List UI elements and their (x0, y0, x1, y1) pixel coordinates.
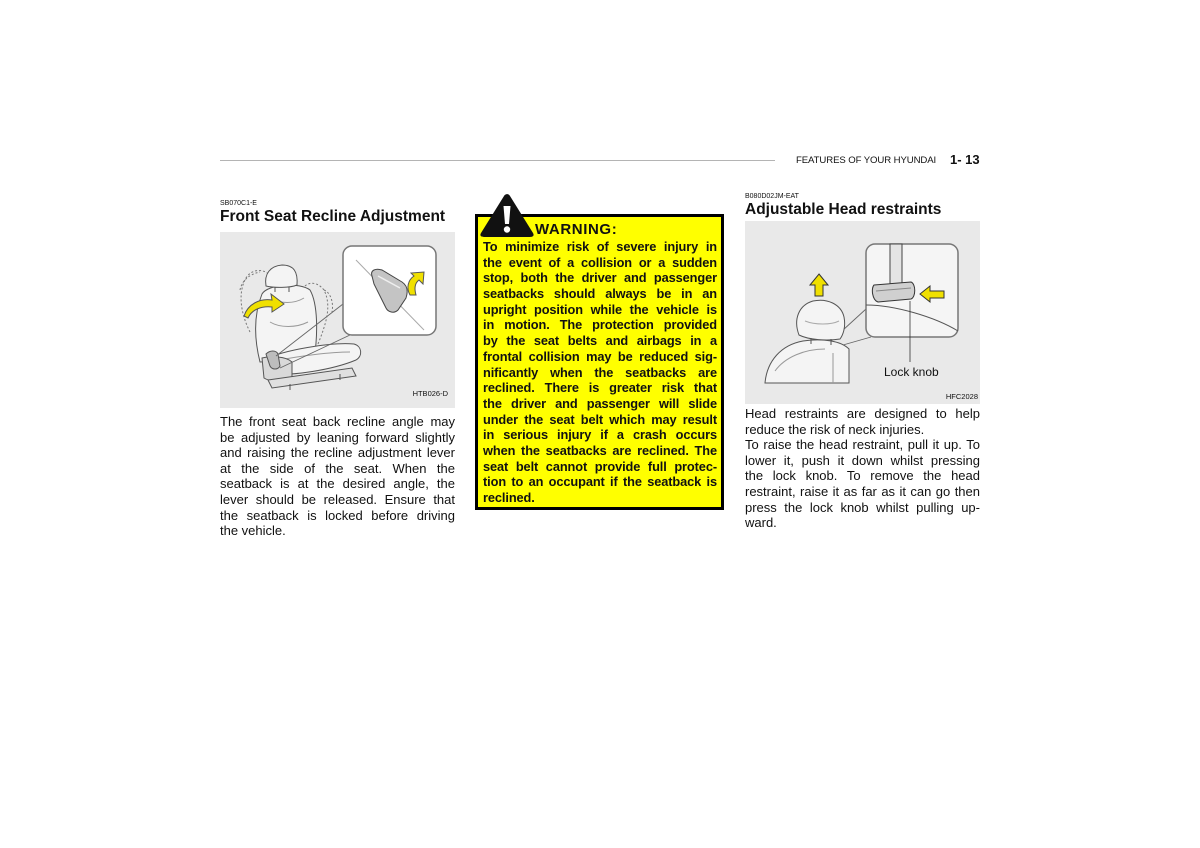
figure-caption-code: HTB026-D (412, 389, 448, 398)
header-rule (220, 160, 775, 161)
paragraph-line: press the lock knob whilst pulling up- (745, 499, 980, 515)
warning-line: reclined. (483, 490, 535, 505)
seat-body (765, 300, 849, 383)
raise-arrow-icon (810, 274, 828, 296)
seat-back (765, 340, 849, 383)
warning-line: stop, both the driver and passenger (483, 270, 717, 286)
warning-line: To minimize risk of severe injury in (483, 239, 717, 254)
paragraph-line: Head restraints are designed to help (745, 406, 980, 421)
seat-headrest (797, 300, 845, 340)
warning-line: the event of a collision or a sudden (483, 254, 717, 270)
warning-line: in motion. The protection provided (483, 317, 717, 333)
warning-line: under the seat belt which may result (483, 411, 717, 427)
paragraph-line: seatback is at the desired angle, the (220, 476, 455, 492)
paragraph-line: the vehicle. (220, 523, 286, 539)
paragraph (745, 406, 980, 437)
warning-line: by the seat belts and airbags in a (483, 333, 717, 349)
warning-text (483, 239, 717, 506)
seat-recline-figure (220, 232, 455, 408)
paragraph-line: ward. (745, 515, 777, 531)
warning-line: the driver and passenger will slide (483, 395, 717, 411)
head-restraint-paragraphs (745, 406, 980, 531)
section-code: SB070C1-E (220, 200, 257, 207)
head-restraint-figure (745, 221, 980, 404)
warning-line: in serious injury if a crash occurs (483, 427, 717, 443)
paragraph-line: and raising the recline adjustment lever (220, 445, 455, 461)
paragraph-line: be adjusted by leaning forward slightly (220, 429, 455, 445)
page-number: 1- 13 (950, 152, 980, 167)
headrest-post (890, 244, 902, 284)
warning-title: WARNING: (535, 221, 618, 238)
paragraph-line: lever should be released. Ensure that (220, 491, 455, 507)
warning-line: seat belt cannot provide full protec- (483, 458, 717, 474)
warning-line: frontal collision may be reduced sig- (483, 348, 717, 364)
warning-line: when the seatbacks are reclined. The (483, 442, 717, 458)
lock-knob-label: Lock knob (884, 365, 939, 379)
warning-line: tion to an occupant if the seatback is (483, 474, 717, 490)
recline-paragraph (220, 414, 455, 539)
seat-headrest (266, 265, 298, 287)
seat-recline-illustration (220, 232, 455, 408)
figure-caption-code: HFC2028 (945, 392, 978, 401)
paragraph-line: The front seat back recline angle may (220, 414, 455, 429)
section-heading: Front Seat Recline Adjustment (220, 208, 446, 225)
section-heading: Adjustable Head restraints (745, 201, 942, 218)
paragraph-line: To raise the head restraint, pull it up. To (745, 437, 980, 453)
paragraph (745, 437, 980, 531)
warning-line: reclined. There is greater risk that (483, 380, 717, 396)
warning-line: seatbacks should always be in an (483, 286, 717, 302)
section-code: B080D02JM-EAT (745, 193, 799, 200)
lock-knob-inset (866, 244, 958, 337)
paragraph-line: lower it, push it down whilst pressing (745, 452, 980, 468)
warning-line: nificantly when the seatbacks are (483, 364, 717, 380)
warning-line: upright position while the vehicle is (483, 301, 717, 317)
paragraph-line: restraint, raise it as far as it can go then (745, 483, 980, 499)
paragraph-line: the seatback is locked before driving (220, 507, 455, 523)
section-title: FEATURES OF YOUR HYUNDAI (796, 155, 937, 166)
warning-triangle-icon (478, 192, 536, 238)
lock-knob (872, 282, 914, 302)
paragraph-line: reduce the risk of neck injuries. (745, 421, 925, 437)
head-restraint-illustration (745, 221, 980, 404)
paragraph-line: the lock knob. To remove the head (745, 468, 980, 484)
paragraph-line: at the side of the seat. When the (220, 460, 455, 476)
